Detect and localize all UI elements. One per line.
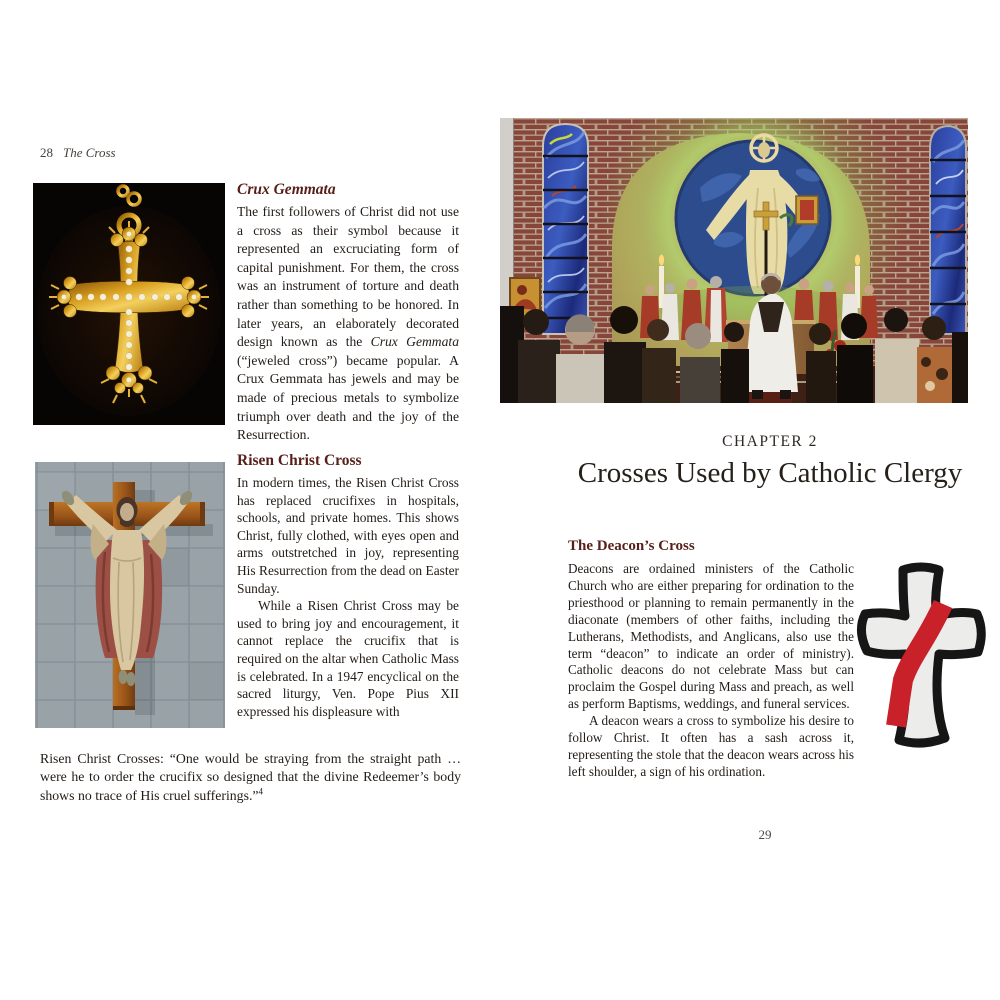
- crux-gemmata-heading: Crux Gemmata: [237, 181, 336, 198]
- running-head-book-title: The Cross: [63, 145, 116, 160]
- chapter-title: Crosses Used by Catholic Clergy: [577, 457, 963, 489]
- running-head-page-number: 28: [40, 145, 53, 160]
- risen-christ-section: [237, 452, 459, 720]
- risen-christ-para2: While a Risen Christ Cross may be used to bring joy and encouragement, it cannot replace the crucifix that is required on the altar when Catholic Mass is celebrated. In a 1947 encyclical on the sacred liturgy, Ven. Pope Pius XII expressed his displeasure with: [237, 598, 459, 719]
- running-head: [40, 145, 116, 161]
- deacon-cross-heading: The Deacon’s Cross: [568, 538, 695, 554]
- risen-christ-photo: [35, 462, 225, 728]
- church-mass-photo: [500, 118, 968, 403]
- risen-christ-heading: Risen Christ Cross: [237, 452, 362, 469]
- chapter-heading-block: [550, 433, 990, 490]
- church-mass-image: [500, 118, 968, 403]
- deacon-cross-para1: Deacons are ordained ministers of the Catholic Church who are either preparing for ordination to the priesthood or planning to remain permanently in the diaconate (members of other faiths, including the Lutherans, Methodists, and Anglicans, also use the term “deacon” to indicate an order of ministry). Catholic deacons do not celebrate Mass but can proclaim the Gospel during Mass and preach, as well as perform Baptisms, weddings, and funeral services.: [568, 561, 854, 712]
- crux-gemmata-photo: [33, 183, 225, 425]
- risen-christ-image: [35, 462, 225, 728]
- crux-gemmata-section: [237, 181, 459, 445]
- risen-christ-continuation: Risen Christ Crosses: “One would be straying from the straight path … were he to order the crucifix so designed that the divine Redeemer’s body shows no trace of His cruel sufferings.”$^4$: [40, 750, 461, 803]
- page-number: 29: [758, 827, 772, 842]
- risen-christ-para1: In modern times, the Risen Christ Cross has replaced crucifixes in hospitals, schools, and private homes. This shows Christ, fully clothed, with eyes open and arms outstretched in joy, representing His Resurrection from the dead on Easter Sunday.: [237, 475, 459, 596]
- crux-gemmata-body: The first followers of Christ did not use a cross as their symbol because it represented an excruciating form of capital punishment. For them, the cross was an instrument of torture and death rather than something to be honored. In later years, an elaborately decorated design known as the Crux Gemmata (“jeweled cross”) became popular. A Crux Gemmata has jewels and may be made of precious metals to symbolize triumph over death and the joy of the Resurrection.: [237, 204, 459, 443]
- deacon-cross-para2: A deacon wears a cross to symbolize his desire to follow Christ. It often has a sash across it, representing the stole that the deacon wears across his left shoulder, a sign of his ordination.: [568, 713, 854, 779]
- deacon-cross-section: [568, 538, 854, 781]
- gold-cross-image: [33, 183, 225, 425]
- deacon-cross-icon: [851, 556, 991, 752]
- chapter-label: CHAPTER 2: [722, 433, 818, 450]
- deacon-cross-illustration: [851, 556, 991, 752]
